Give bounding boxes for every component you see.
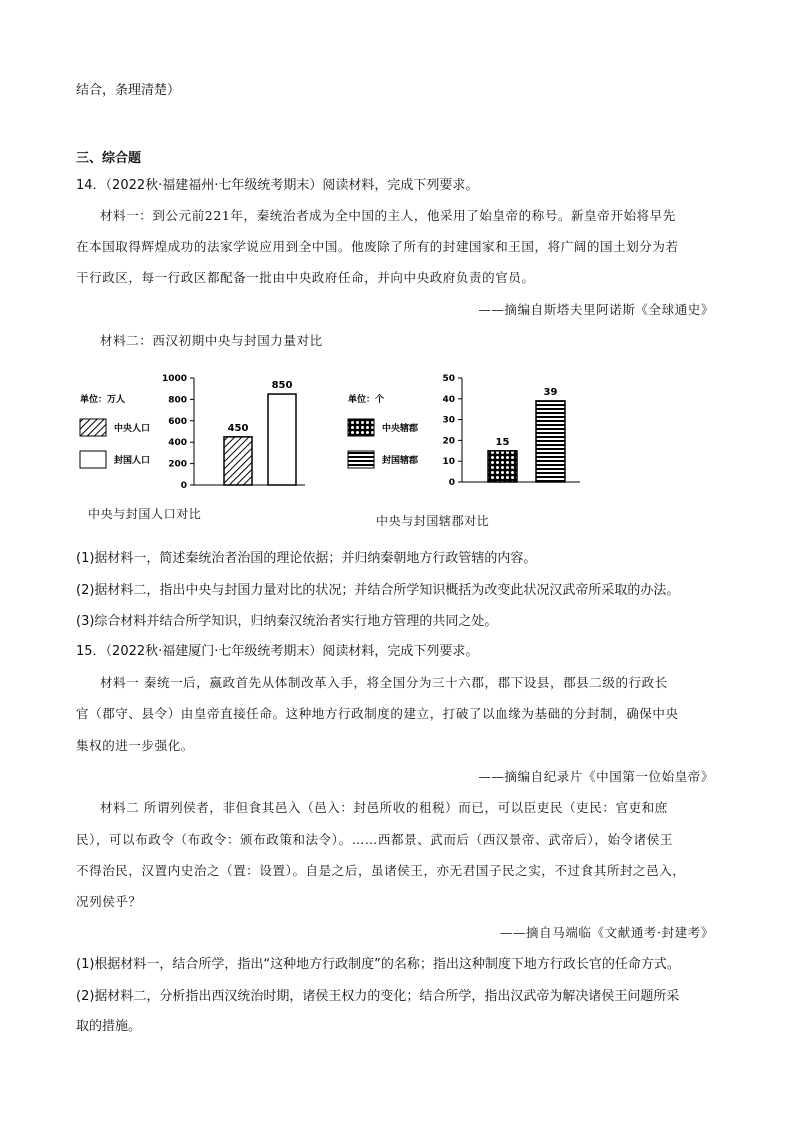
chart2-y-tick-label: 50 [442,374,455,384]
q15-material2-line: 不得治民，汉置内史治之（置：设置）。自是之后，虽诸侯王，亦无君国子民之实，不过食其所封之邑入， [76,863,686,878]
chart2-unit-label: 单位：个 [348,395,385,405]
chart1-legend-swatch [80,419,106,436]
chart1-y-tick-label: 400 [168,438,187,449]
chart1-unit-label: 单位：万人 [80,395,126,405]
section-heading: 三、综合题 [76,151,142,166]
q15-question: (1)根据材料一，结合所学，指出“这种地方行政制度”的名称；指出这种制度下地方行政长官的任命方式。 [76,957,680,972]
chart2-y-tick-label: 30 [442,415,455,426]
chart1-legend-label: 封国人口 [114,456,151,466]
q14-material1-line: 在本国取得辉煌成功的法家学说应用到全中国。他废除了所有的封建国家和王国，将广阔的国土划分为若 [76,239,679,254]
chart2-y-tick-label: 40 [442,394,455,405]
chart1-y-tick-label: 0 [180,481,187,491]
chart2-bar [488,451,517,482]
chart1-bar [224,437,252,485]
chart2-bar [536,401,565,482]
chart2-y-tick-label: 10 [442,457,455,468]
chart1-y-tick-label: 1000 [161,374,187,384]
q15-material1-line: 集权的进一步强化。 [76,738,194,753]
q15-material2-line: 民），可以布政令（布政令：颁布政策和法令）。……西都景、武而后（西汉景帝、武帝后），始令诸侯王 [76,832,673,847]
q15-material2-line: 况列侯乎？ [76,894,142,909]
q15-material1-line: 材料一 秦统一后，嬴政首先从体制改革入手，将全国分为三十六郡，郡下设县，郡县二级的行政长 [100,675,668,690]
chart2-data-label: 15 [495,436,510,448]
chart1-y-tick-label: 600 [168,416,187,427]
q14-material1-line: 材料一：到公元前221年，秦统治者成为全中国的主人，他采用了始皇帝的称号。新皇帝开始将早先 [100,208,676,223]
chart1-legend-label: 中央人口 [114,424,151,434]
q15-material2-line: 材料二 所谓列侯者，非但食其邑入（邑入：封邑所收的租税）而已，可以臣吏民（吏民：官吏和庶 [100,800,668,815]
q14-material2-title: 材料二：西汉初期中央与封国力量对比 [100,333,323,348]
q14-question: (1)据材料一，简述秦统治者治国的理论依据；并归纳秦朝地方行政管辖的内容。 [76,551,537,566]
q14-question: (3)综合材料并结合所学知识，归纳秦汉统治者实行地方管理的共同之处。 [76,614,498,629]
chart1-y-tick-label: 800 [168,395,187,406]
continued-text: 结合，条理清楚） [76,83,181,98]
q14-question: (2)据材料二，指出中央与封国力量对比的状况；并结合所学知识概括为改变此状况汉武帝所采取的办法。 [76,583,680,598]
chart1-bar [268,394,296,485]
chart1-legend-swatch [80,451,106,468]
q15-material1-source: ——摘编自纪录片《中国第一位始皇帝》 [478,769,714,784]
chart2-y-tick-label: 0 [448,478,455,488]
q14-material1-source: ——摘编自斯塔夫里阿诺斯《全球通史》 [478,302,714,317]
q15-material1-line: 官（郡守、县令）由皇帝直接任命。这种地方行政制度的建立，打破了以血缘为基础的分封制，确保中央 [76,706,679,721]
chart2-legend-swatch [348,419,374,436]
chart2-y-tick-label: 20 [442,436,455,447]
chart2-legend-label: 封国辖郡 [382,456,419,466]
chart2-caption: 中央与封国辖郡对比 [376,514,490,528]
chart1-caption: 中央与封国人口对比 [88,507,202,521]
chart1-data-label: 850 [271,380,293,392]
chart2-legend-swatch [348,451,374,468]
chart2-data-label: 39 [543,386,558,398]
q15-material2-source: ——摘自马端临《文献通考·封建考》 [499,925,714,940]
q15-question: (2)据材料二，分析指出西汉统治时期，诸侯王权力的变化；结合所学，指出汉武帝为解决诸侯王问题所采 [76,989,680,1004]
chart1-y-tick-label: 200 [168,459,187,470]
q15-question: 取的措施。 [76,1019,142,1034]
chart2-legend-label: 中央辖郡 [382,424,419,434]
q14-stem: 14．（2022秋·福建福州·七年级统考期末）阅读材料，完成下列要求。 [76,178,479,193]
q14-material1-line: 干行政区，每一行政区都配备一批由中央政府任命，并向中央政府负责的官员。 [76,270,535,285]
q15-stem: 15．（2022秋·福建厦门·七年级统考期末）阅读材料，完成下列要求。 [76,644,479,659]
chart1-data-label: 450 [227,422,249,434]
